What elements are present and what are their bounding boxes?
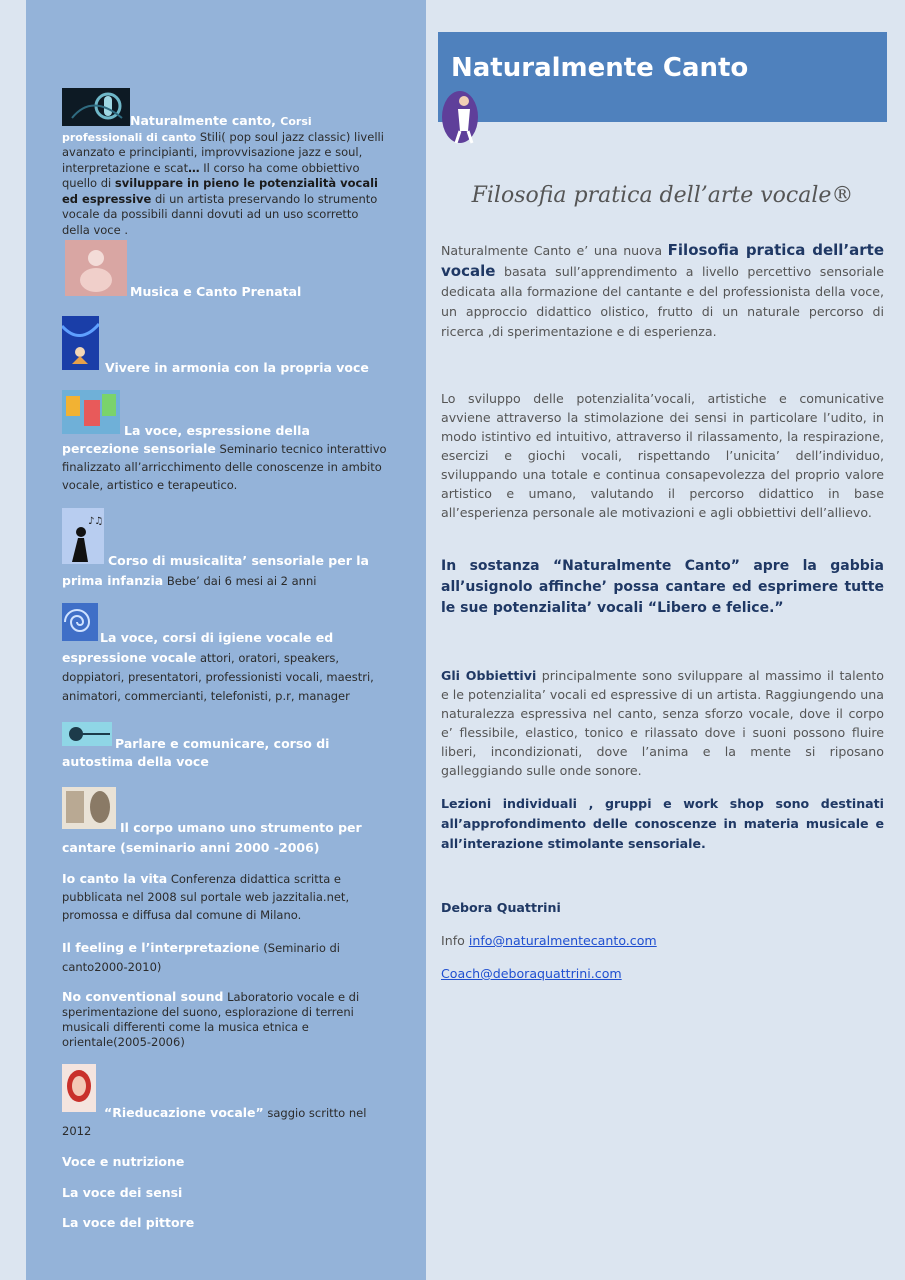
summary-paragraph: In sostanza “Naturalmente Canto” apre la gabbia all’usignolo affinche’ possa cantare ed esprimere tutte le sue potenzialita’ vocali “Libero e felice.” bbox=[441, 558, 884, 616]
svg-text:♪♫: ♪♫ bbox=[88, 516, 104, 527]
course-title: Vivere in armonia con la propria voce bbox=[105, 360, 369, 375]
course-desc: Laboratorio vocale e di sperimentazione del suono, esplorazione di terreni musicali differenti come la musica etnica e orientale(2005-2006) bbox=[62, 990, 360, 1049]
course-title: Il feeling e l’interpretazione bbox=[62, 940, 260, 955]
course-desc: Stili( pop soul jazz classic) livelli avanzato e principianti, improvvisazione jazz e soul, interpretazione e scat bbox=[62, 129, 384, 175]
course-nutrizione bbox=[62, 1154, 387, 1170]
course-canto-vita bbox=[62, 870, 387, 924]
course-title: La voce dei sensi bbox=[62, 1185, 183, 1200]
course-title-sep: , bbox=[271, 113, 281, 128]
course-infanzia bbox=[62, 551, 387, 591]
course-desc-2: Il corso ha come obbiettivo quello di bbox=[62, 160, 360, 190]
course-corpo bbox=[62, 818, 387, 858]
course-naturalmente-canto bbox=[62, 113, 387, 238]
title-banner bbox=[438, 32, 887, 122]
author-label: Debora Quattrini bbox=[441, 900, 561, 915]
info-email-link[interactable]: info@naturalmentecanto.com bbox=[468, 933, 657, 948]
course-title: Io canto la vita bbox=[62, 871, 168, 886]
intro-paragraph bbox=[441, 240, 884, 342]
course-title: Naturalmente canto bbox=[130, 113, 272, 128]
course-title: “Rieducazione vocale” bbox=[104, 1105, 264, 1120]
course-parlare bbox=[62, 735, 387, 771]
page-title: Naturalmente Canto bbox=[451, 53, 749, 83]
course-title: La voce, espressione della percezione sensoriale bbox=[62, 423, 310, 456]
course-no-conventional bbox=[62, 989, 387, 1050]
course-desc-3: di un artista preservando lo strumento vocale da possibili danni dovuti ad un uso scorretto della voce . bbox=[62, 191, 378, 237]
course-desc: Seminario tecnico interattivo finalizzato all’arricchimento delle conoscenze in ambito vocale, artistico e terapeutico. bbox=[62, 442, 387, 492]
development-paragraph: Lo sviluppo delle potenzialita’vocali, artistiche e comunicative avviene attraverso la stimolazione dei sensi in particolare l’udito, in modo istintivo ed intuitivo, attraverso il rilassamento, la respirazione, esercizi e giochi vocali, rispettando l’unicita’ dell’individuo, sviluppando una totale e continua consapevolezza del proprio valore artistico e umano, valutando il percorso didattico in base all’esperienza personale ale motivazioni e agli obbiettivi dell’allievo. bbox=[441, 391, 884, 520]
course-desc: (Seminario di canto2000-2010) bbox=[62, 941, 341, 974]
course-highlight: sviluppare in pieno le potenzialità vocali ed espressive bbox=[62, 176, 378, 206]
intro-text-2: basata sull’apprendimento a livello percettivo sensoriale dedicata alla formazione del cantante e del professionista della voce, un approccio didattico olistico, frutto di un naturale percorso di ricerca ,di sperimentazione e di esperienza. bbox=[441, 264, 884, 339]
course-title: No conventional sound bbox=[62, 989, 224, 1004]
intro-highlight: Filosofia pratica dell’arte vocale bbox=[441, 241, 885, 280]
info-line bbox=[441, 931, 884, 950]
course-title: Parlare e comunicare, corso di autostima della voce bbox=[62, 736, 330, 769]
course-title: La voce, corsi di igiene vocale ed espressione vocale bbox=[62, 630, 334, 665]
course-pittore bbox=[62, 1215, 387, 1231]
course-sensi bbox=[62, 1185, 387, 1201]
course-armonia bbox=[62, 360, 387, 376]
info-label: Info bbox=[441, 933, 469, 948]
course-title: Corso di musicalita’ sensoriale per la prima infanzia bbox=[62, 553, 369, 588]
course-title: Musica e Canto Prenatal bbox=[130, 284, 302, 299]
objectives-paragraph bbox=[441, 666, 884, 780]
course-title: La voce del pittore bbox=[62, 1215, 195, 1230]
coach-line bbox=[441, 964, 884, 983]
subtitle: Filosofia pratica dell’arte vocale® bbox=[471, 183, 854, 208]
course-percezione bbox=[62, 422, 387, 494]
author-name bbox=[441, 898, 884, 917]
intro-text: Naturalmente Canto e’ una nuova bbox=[441, 243, 668, 258]
coach-email-link[interactable]: Coach@deboraquattrini.com bbox=[441, 966, 622, 981]
course-desc: Conferenza didattica scritta e pubblicata nel 2008 sul portale web jazzitalia.net, promossa e diffusa dal comune di Milano. bbox=[62, 872, 350, 922]
course-subtitle: Corsi professionali di canto bbox=[62, 115, 312, 144]
course-rieducazione bbox=[62, 1104, 387, 1140]
course-feeling bbox=[62, 938, 387, 977]
course-prenatal bbox=[62, 284, 387, 300]
lessons-paragraph: Lezioni individuali , gruppi e work shop sono destinati all’approfondimento delle conoscenze in materia musicale e all’interazione stimolante sensoriale. bbox=[441, 796, 884, 851]
course-igiene bbox=[62, 628, 387, 706]
objectives-title: Gli Obbiettivi bbox=[441, 668, 537, 683]
course-desc: saggio scritto nel 2012 bbox=[62, 1106, 367, 1138]
course-title: Voce e nutrizione bbox=[62, 1154, 185, 1169]
singer-illustration bbox=[440, 87, 482, 145]
course-ellipsis: … bbox=[188, 160, 200, 175]
course-desc: Bebe’ dai 6 mesi ai 2 anni bbox=[163, 574, 317, 588]
course-desc: attori, oratori, speakers, doppiatori, presentatori, professionisti vocali, maestri, animatori, commercianti, telefonisti, p.r, manager bbox=[62, 651, 374, 703]
objectives-text: principalmente sono sviluppare al massimo il talento e le potenzialita’ vocali ed espressive di un artista. Raggiungendo una naturalezza espressiva nel canto, senza sforzo vocale, dove il corpo e’ flessibile, elastico, tonico e rilassato dove i suoni possono fluire liberi, incondizionati, dove l’anima e la mente si riposano galleggiando sulle onde sonore. bbox=[441, 668, 884, 778]
course-title: Il corpo umano uno strumento per cantare (seminario anni 2000 -2006) bbox=[62, 820, 362, 855]
